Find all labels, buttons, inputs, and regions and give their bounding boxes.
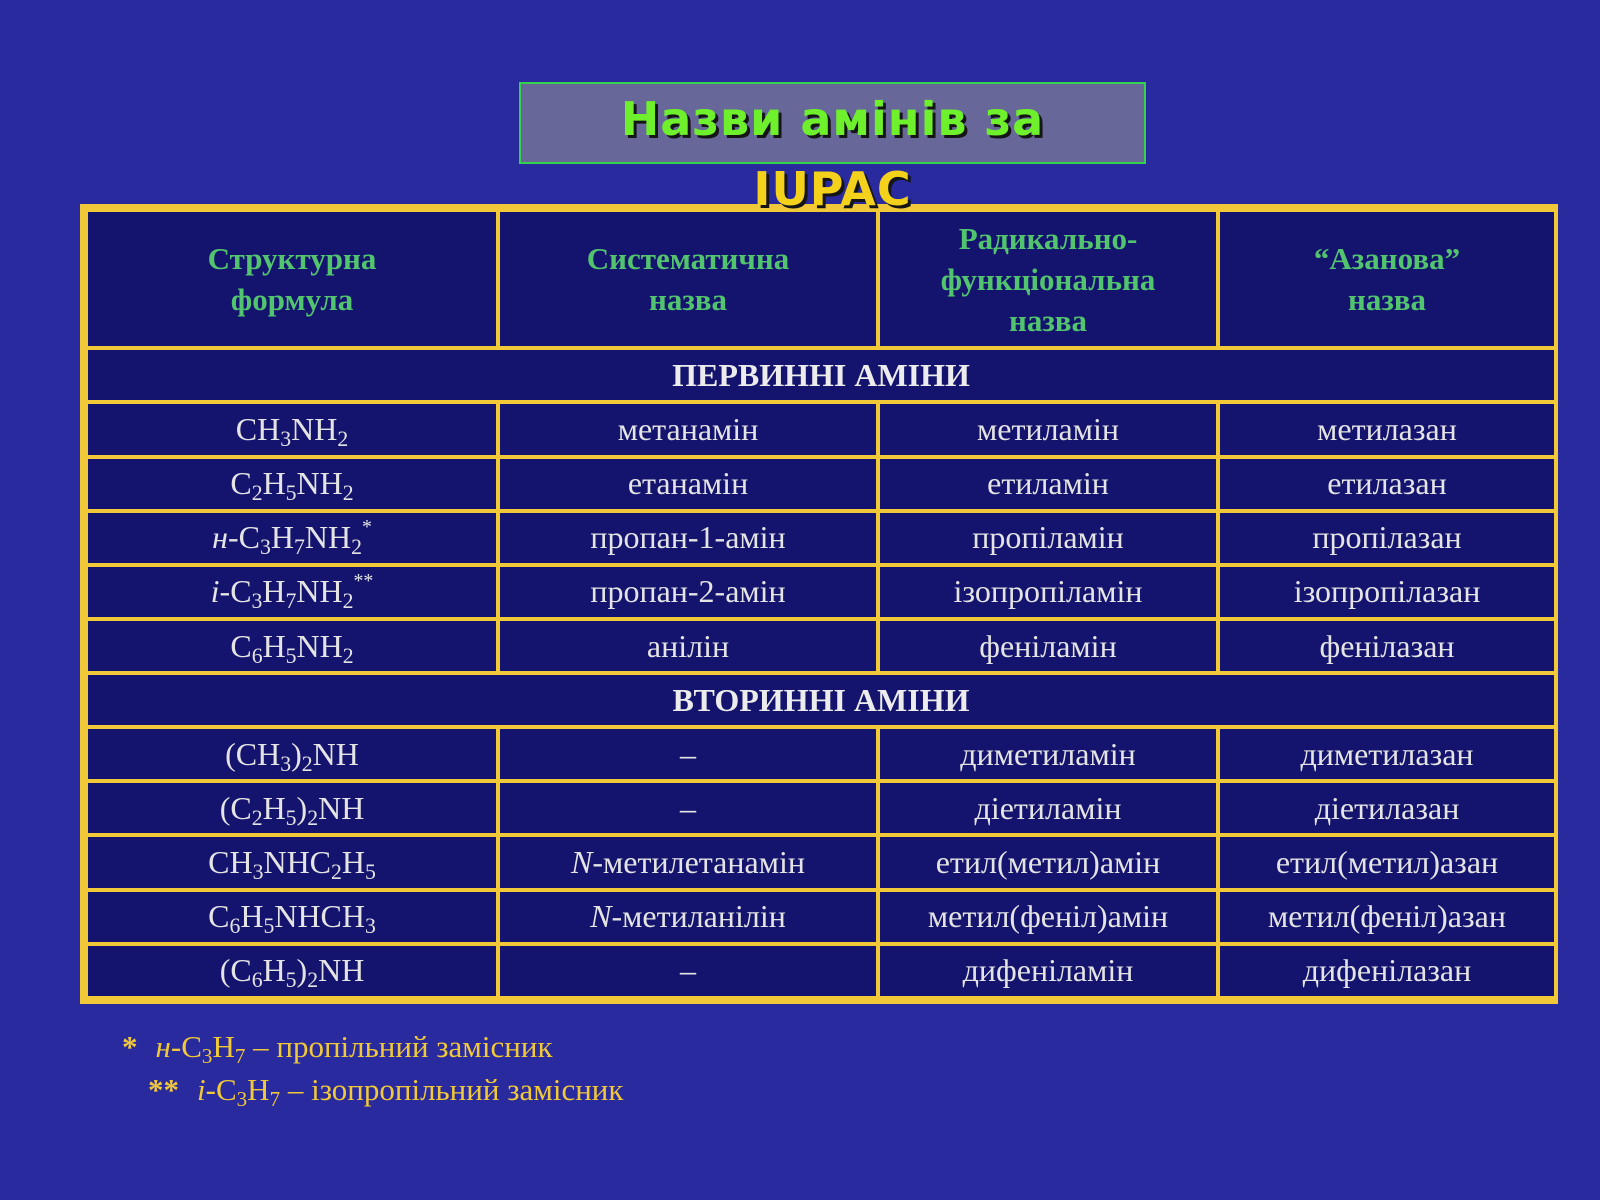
table-row [86, 511, 1556, 565]
footnote-text: $i-C_3H_7$ – ізопропільний замісник [197, 1072, 624, 1111]
cell-systematic-name: пропан-2-амін [498, 565, 878, 619]
cell-systematic-name: N-метилетанамін [498, 835, 878, 889]
cell-azane-name: диметилазан [1218, 727, 1556, 781]
section-label: ВТОРИННІ АМІНИ [86, 673, 1556, 727]
cell-azane-name: етил(метил)азан [1218, 835, 1556, 889]
table-header-row [86, 210, 1556, 348]
cell-azane-name: дифенілазан [1218, 944, 1556, 998]
section-label: ПЕРВИННІ АМІНИ [86, 348, 1556, 402]
cell-formula: $(CH_3)_2NH$ [86, 727, 498, 781]
section-row [86, 673, 1556, 727]
cell-azane-name: діетилазан [1218, 781, 1556, 835]
header-radical-functional-name: Радикально- функціональна назва [878, 210, 1218, 348]
header-azane-name: “Азанова” назва [1218, 210, 1556, 348]
cell-radical-functional-name: етил(метил)амін [878, 835, 1218, 889]
cell-formula: $н-C_3H_7NH_2^*$ [86, 511, 498, 565]
cell-systematic-name: – [498, 727, 878, 781]
cell-azane-name: етилазан [1218, 457, 1556, 511]
footnote-text: $н-C_3H_7$ – пропільний замісник [155, 1029, 553, 1068]
cell-formula: $(C_6H_5)_2NH$ [86, 944, 498, 998]
cell-formula: $C_6H_5NH_2$ [86, 619, 498, 673]
header-structural-formula: Структурна формула [86, 210, 498, 348]
cell-radical-functional-name: метил(феніл)амін [878, 890, 1218, 944]
cell-systematic-name: N-метиланілін [498, 890, 878, 944]
footnote-1 [122, 1029, 623, 1072]
slide-title-iupac: IUPAC [753, 162, 912, 216]
cell-formula: $C_6H_5NHCH_3$ [86, 890, 498, 944]
amines-table [80, 204, 1558, 1004]
cell-radical-functional-name: діетиламін [878, 781, 1218, 835]
cell-formula: $CH_3NHC_2H_5$ [86, 835, 498, 889]
cell-systematic-name: анілін [498, 619, 878, 673]
cell-azane-name: метилазан [1218, 402, 1556, 456]
header-systematic-name: Систематична назва [498, 210, 878, 348]
cell-radical-functional-name: ізопропіламін [878, 565, 1218, 619]
cell-formula: $C_2H_5NH_2$ [86, 457, 498, 511]
cell-formula: $CH_3NH_2$ [86, 402, 498, 456]
cell-systematic-name: пропан-1-амін [498, 511, 878, 565]
cell-systematic-name: – [498, 781, 878, 835]
footnote-2 [148, 1072, 623, 1115]
table-row [86, 781, 1556, 835]
cell-formula: $i-C_3H_7NH_2^{**}$ [86, 565, 498, 619]
cell-radical-functional-name: метиламін [878, 402, 1218, 456]
cell-radical-functional-name: пропіламін [878, 511, 1218, 565]
table-row [86, 890, 1556, 944]
table-row [86, 619, 1556, 673]
table-row [86, 727, 1556, 781]
section-row [86, 348, 1556, 402]
slide-title: Назви амінів за [620, 92, 1045, 146]
cell-radical-functional-name: диметиламін [878, 727, 1218, 781]
cell-systematic-name: метанамін [498, 402, 878, 456]
cell-radical-functional-name: феніламін [878, 619, 1218, 673]
table-row [86, 944, 1556, 998]
cell-systematic-name: етанамін [498, 457, 878, 511]
table-row [86, 457, 1556, 511]
table-row [86, 565, 1556, 619]
cell-azane-name: ізопропілазан [1218, 565, 1556, 619]
cell-azane-name: метил(феніл)азан [1218, 890, 1556, 944]
table-row [86, 835, 1556, 889]
cell-systematic-name: – [498, 944, 878, 998]
cell-formula: $(C_2H_5)_2NH$ [86, 781, 498, 835]
cell-azane-name: фенілазан [1218, 619, 1556, 673]
footnotes [122, 1029, 623, 1115]
cell-radical-functional-name: етиламін [878, 457, 1218, 511]
table-row [86, 402, 1556, 456]
cell-radical-functional-name: дифеніламін [878, 944, 1218, 998]
footnote-mark: ** [148, 1072, 179, 1107]
cell-azane-name: пропілазан [1218, 511, 1556, 565]
footnote-mark: * [122, 1029, 138, 1064]
